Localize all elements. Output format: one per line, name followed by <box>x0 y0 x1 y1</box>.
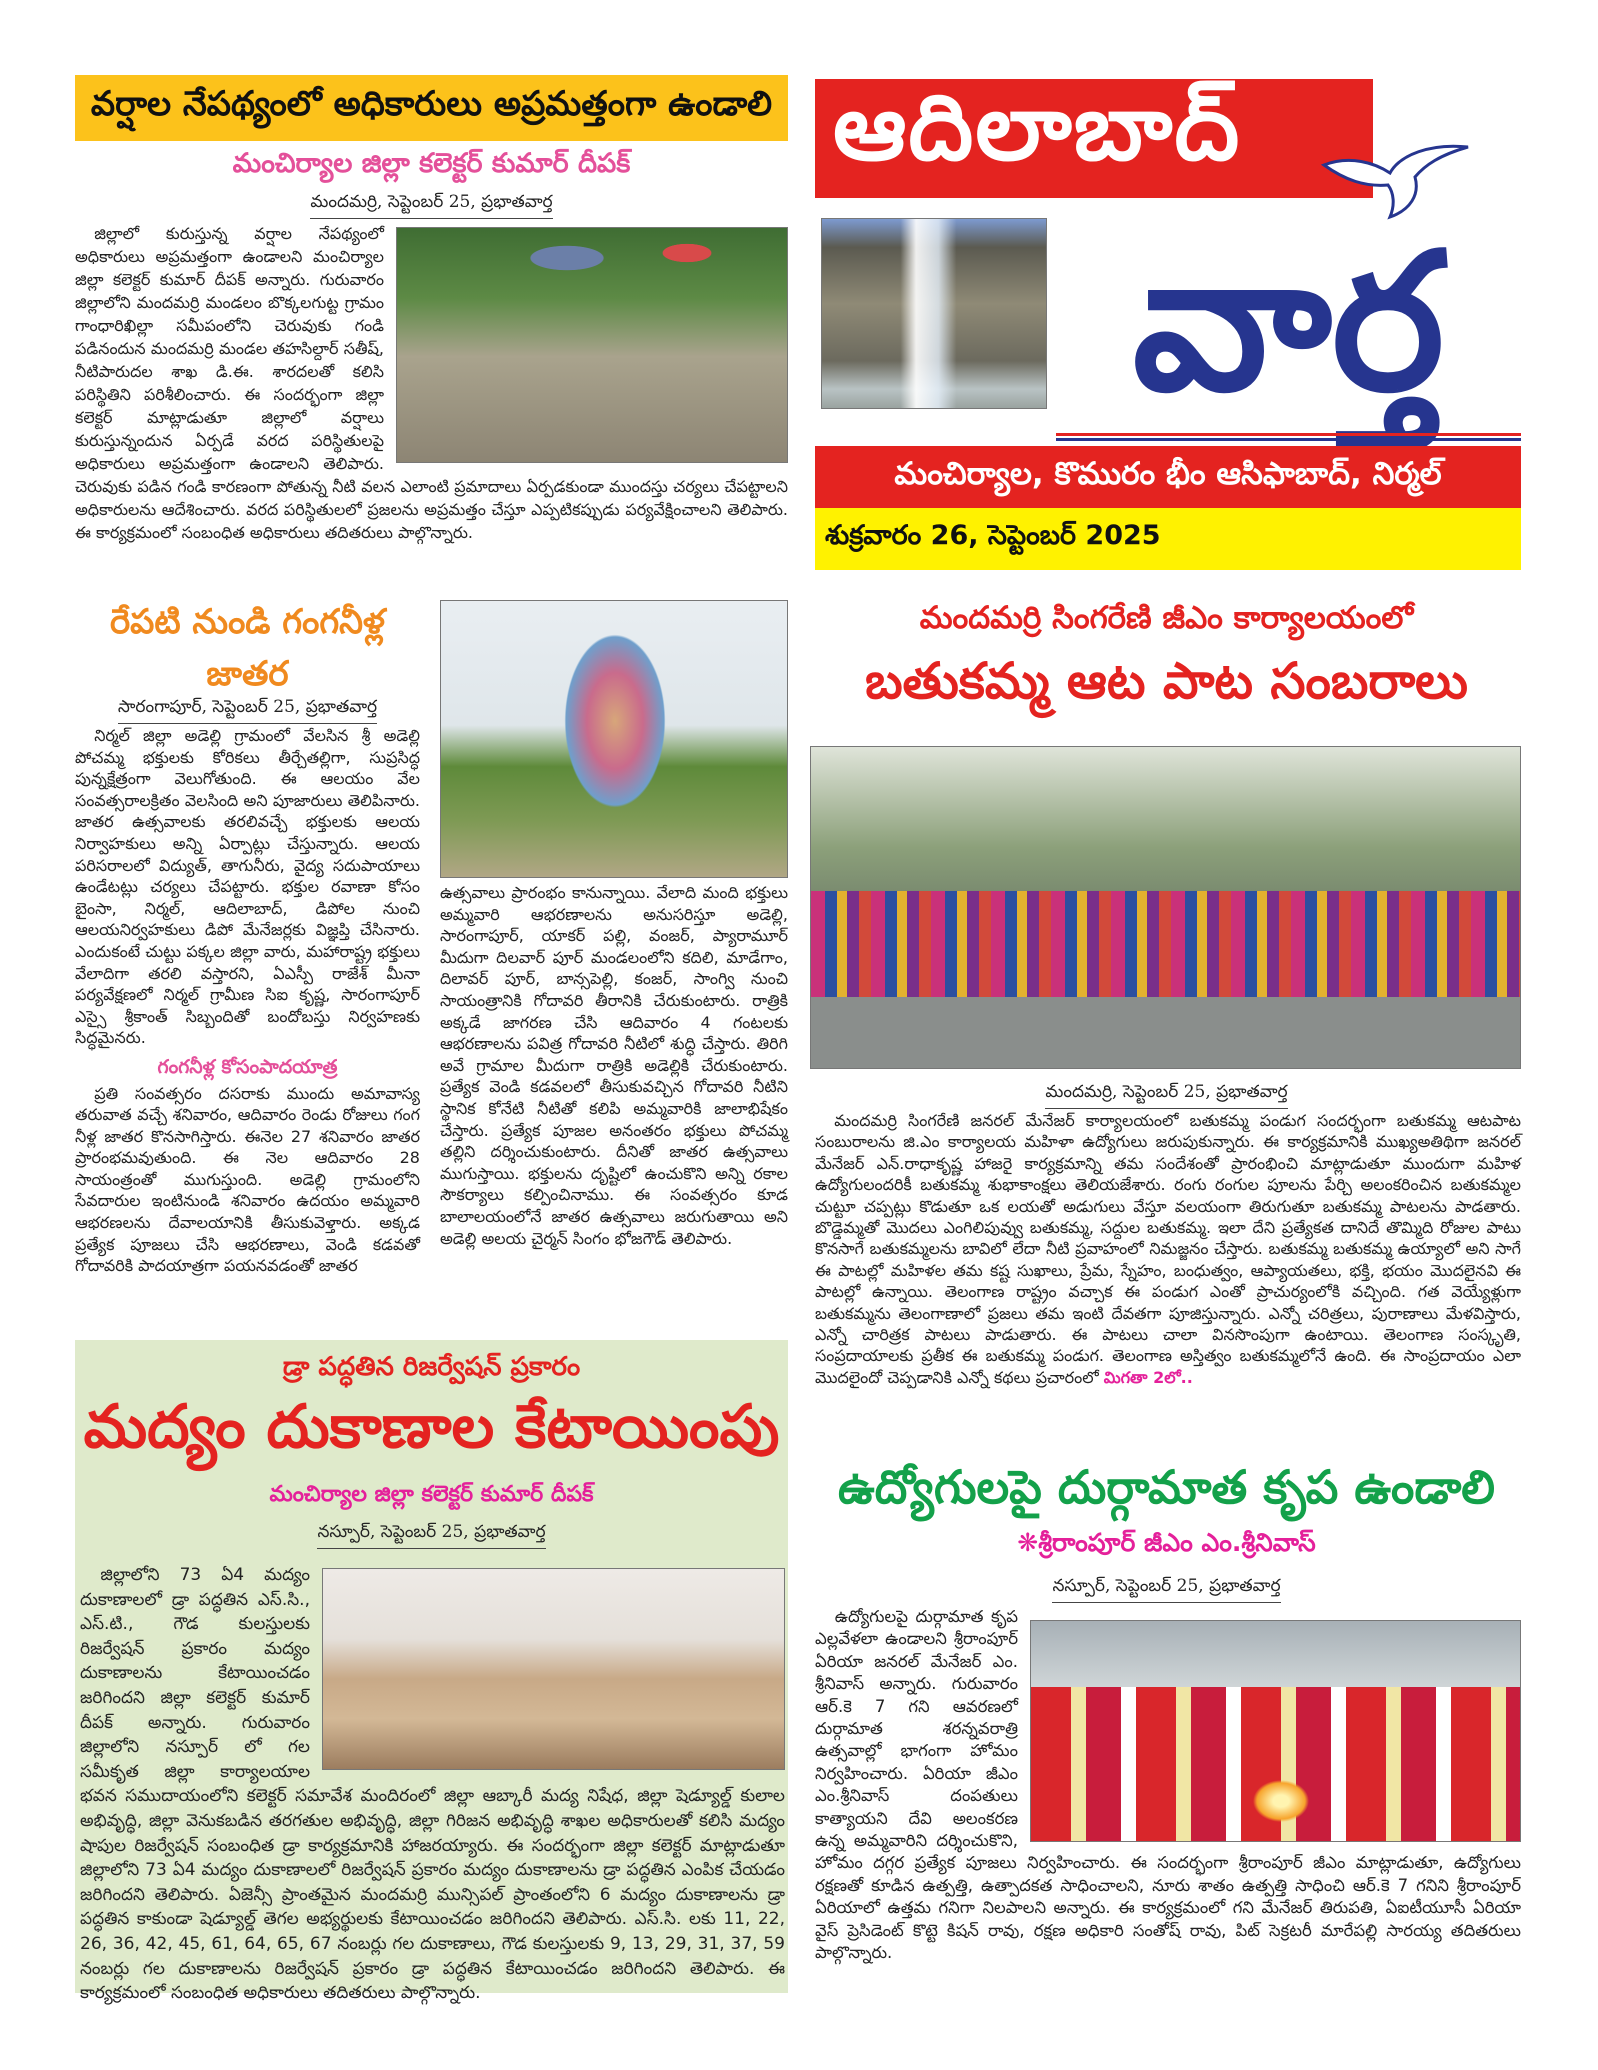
headline <box>75 596 420 700</box>
article-column-2 <box>440 882 788 1249</box>
masthead-title-main: వార్త <box>1132 212 1445 433</box>
waterfall-photo <box>821 218 1047 409</box>
article-paragraph: నిర్మల్ జిల్లా అడెల్లి గ్రామంలో వేలసిన శ్రీ అడెల్లి పోచమ్మ భక్తులకు కోరికలు తీర్చేతల్లిగా, సుప్రసిద్ధ పున్నక్షేత్రంగా వెలుగోతుంది. ఈ ఆలయం వేల సంవత్సరాలక్రితం వెలసింది అని పూజారులు తెలిపినారు. జాతర ఉత్సవాలకు తరలివచ్చే భక్తులకు ఆలయ నిర్వాహకులు అన్ని ఏర్పాట్లు చేస్తున్నారు. ఆలయ పరిసరాలలో విద్యుత్, తాగునీరు, వైద్య సదుపాయాలు ఉండేటట్లు చర్యలు చేపట్టారు. భక్తుల రవాణా కోసం బైంసా, నిర్మల్, ఆదిలాబాద్, డిపోల నుంచి ఆలయనిర్వహకులు డిపో మేనేజర్లకు విజ్ఞప్తి చేసినారు. ఎందుకంటే చుట్టు పక్కల జిల్లా వారు, మహారాష్ట్ర భక్తులు వేలాదిగా తరలి వస్తారని, ఏఎస్పీ రాజేశ్ మీనా పర్యవేక్షణలో నిర్మల్ గ్రామీణ సిఐ కృష్ణ, సారంగాపూర్ ఎస్సై శ్రీకాంత్ సిబ్బందితో బందోబస్తు నిర్వహణకు సిద్ధమైనరు. <box>75 726 420 1048</box>
kicker: మందమర్రి సింగరేణి జీఎం కార్యాలయంలో <box>919 600 1414 636</box>
byline: ❋శ్రీరాంపూర్ జీఎం ఎం.శ్రీనివాస్ <box>1017 1528 1316 1557</box>
dove-logo-icon <box>1320 125 1472 220</box>
article-body <box>75 222 788 544</box>
dateline-wrap <box>75 697 420 724</box>
dateline: నస్పూర్, సెప్టెంబర్ 25, ప్రభాతవార్త <box>317 1522 545 1549</box>
edition-regions <box>815 446 1521 508</box>
edition-date <box>815 508 1521 570</box>
edition-regions-text: మంచిర్యాల, కొమురం భీం ఆసిఫాబాద్, నిర్మల్ <box>894 455 1442 492</box>
article-body <box>80 1563 785 2006</box>
bathukamma-celebration-photo <box>810 746 1521 1069</box>
collector-inspection-photo <box>396 227 788 463</box>
article-paragraph: ఉత్సవాలు ప్రారంభం కానున్నాయి. వేలాది మంది భక్తులు అమ్మవారి ఆభరణాలను అనుసరిస్తూ అడెల్లి, సారంగాపూర్, యాకర్ పల్లి, వంజర్, ప్యారామూర్ మీదుగా దిలవార్ పూర్ మండలంలోని కదిలి, మాడేగాం, దిలావర్ పూర్, బాన్సపెల్లి, కంజర్, సాంగ్వి నుంచి సాయంత్రానికి గోదావరి తీరానికి చేరుకుంటారు. రాత్రికి అక్కడే జాగరణ చేసి ఆదివారం 4 గంటలకు ఆభరణాలను పవిత్ర గోదావరి నీటిలో శుద్ధి చేస్తారు. తిరిగి అవే గ్రామాల మీదుగా రాత్రికి అడెల్లికి చేరుకుంటారు. ప్రత్యేక వెండి కడవలలో తీసుకువచ్చిన గోదావరి నీటిని స్థానిక కోనేటి నీటితో కలిపి అమ్మవారికి జాలాభిషేకం చేస్తారు. ప్రత్యేక పూజల అనంతరం భక్తులు పోచమ్మ తల్లిని దర్శించుకుంటారు. దీనితో జాతర ఉత్సవాలు ముగుస్తాయి. భక్తులను దృష్టిలో ఉంచుకొని అన్ని రకాల సౌకర్యాలు కల్పించినాము. ఈ సంవత్సరం కూడ బాలాలయంలోనే జాతర ఉత్సవాలు జరుగుతాయి అని అడెల్లి అలయ చైర్మన్ సింగం భోజగౌడ్ తెలిపారు. <box>440 883 788 1248</box>
liquor-shop-draw-photo <box>322 1568 785 1770</box>
article-paragraph: ఉద్యోగులపై దుర్గామాత కృప ఎల్లవేళలా ఉండాలని శ్రీరాంపూర్ ఏరియా జనరల్ మేనేజర్ ఎం. శ్రీనివాస్ అన్నారు. గురువారం ఆర్.కె 7 గని ఆవరణలో దుర్గామాత శరన్నవరాత్రి ఉత్సవాల్లో భాగంగా హోమం నిర్వహించారు. ఏరియా జీఎం ఎం.శ్రీనివాస్ దంపతులు కాత్యాయని దేవి అలంకరణ ఉన్న అమ్మవారిని దర్శించుకొని, హోమం దగ్గర ప్రత్యేక పూజలు నిర్వహించారు. ఈ సందర్భంగా శ్రీరాంపూర్ జీఎం మాట్లాడుతూ, ఉద్యోగులు రక్షణతో కూడిన ఉత్పత్తి, ఉత్పాదకత సాధించాలని, నూరు శాతం ఉత్పత్తి సాధించి ఆర్.కె 7 గనిని శ్రీరాంపూర్ ఏరియాలో ఉత్తమ గనిగా నిలపాలని అన్నారు. ఈ కార్యక్రమంలో గని మేనేజర్ తిరుపతి, ఏఐటీయూసీ ఏరియా వైస్ ప్రెసిడెంట్ కొట్టె కిషన్ రావు, రక్షణ అధికారి సంతోష్ రావు, పిట్ సెక్రటరీ మారేపల్లి సారయ్య తదితరులు పాల్గొన్నారు. <box>815 1607 1521 1963</box>
section-subhead: గంగనీళ్ల కోసంపాదయాత్ర <box>157 1055 338 1078</box>
article-paragraph: జిల్లాలోని 73 ఏ4 మద్యం దుకాణాలలో డ్రా పద్ధతిన ఎస్.సి., ఎస్.టి., గౌడ కులస్తులకు రిజర్వేషన్ ప్రకారం మద్యం దుకాణాలను కేటాయించడం జరిగిందని జిల్లా కలెక్టర్ కుమార్ దీపక్ అన్నారు. గురువారం జిల్లాలోని నస్పూర్ లో గల సమీకృత జిల్లా కార్యాలయాల భవన సముదాయంలోని కలెక్టర్ సమావేశ మందిరంలో జిల్లా ఆబ్కారీ మద్య నిషేధ, జిల్లా షెడ్యూల్డ్ కులాల అభివృద్ధి, జిల్లా వెనుకబడిన తరగతుల అభివృద్ధి, జిల్లా గిరిజన అభివృద్ధి శాఖల అధికారులతో కలిసి మద్యం షాపుల రిజర్వేషన్ సంబంధిత డ్రా కార్యక్రమానికి హాజరయ్యారు. ఈ సందర్భంగా జిల్లా కలెక్టర్ మాట్లాడుతూ జిల్లాలోని 73 ఏ4 మద్యం దుకాణాలలో రిజర్వేషన్ ప్రకారం మద్యం దుకాణాలను డ్రా పద్ధతిన ఎంపిక చేయడం జరిగిందని తెలిపారు. ఏజెన్సీ ప్రాంతమైన మందమర్రి మున్సిపల్ ప్రాంతంలోని 6 మద్యం దుకాణాలను డ్రా పద్ధతిన కాకుండా షెడ్యూల్డ్ తెగల అభ్యర్థులకు కేటాయించడం జరిగిందని తెలిపారు. ఎస్.సి. లకు 11, 22, 26, 36, 42, 45, 61, 64, 65, 67 నంబర్లు గల దుకాణాలు, గౌడ కులస్తులకు 9, 13, 29, 31, 37, 59 నంబర్లు గల దుకాణాలను రిజర్వేషన్ ప్రకారం డ్రా పద్ధతిన కేటాయించడం జరిగిందని తెలిపారు. ఈ కార్యక్రమంలో సంబంధిత అధికారులు తదితరులు పాల్గొన్నారు. <box>80 1565 785 2004</box>
headline-banner <box>75 75 788 141</box>
byline: మంచిర్యాల జిల్లా కలెక్టర్ కుమార్ దీపక్ <box>269 1482 594 1507</box>
dateline-wrap <box>75 192 788 219</box>
photo-roof <box>1031 1621 1520 1687</box>
article-paragraph: మందమర్రి సింగరేణి జనరల్ మేనేజర్ కార్యాలయంలో బతుకమ్మ పండుగ సందర్భంగా బతుకమ్మ ఆటపాట సంబురాలను జి.ఎం కార్యాలయ మహిళా ఉద్యోగులు జరుపుకున్నారు. ఈ కార్యక్రమానికి ముఖ్యఅతిథిగా జనరల్ మేనేజర్ ఎన్.రాధాకృష్ణ హాజరై కార్యక్రమాన్ని తమ సందేశంతో ప్రారంభించి మాట్లాడుతూ ముందుగా మహిళ ఉద్యోగులందరికీ బతుకమ్మ శుభాకాంక్షలు తెలియజేశారు. రంగు రంగుల పూలను పేర్చి అలంకరించిన బతుకమ్మల చుట్టూ చప్పట్లు కొడుతూ ఒక లయతో అడుగులు వేస్తూ వలయంగా తిరుగుతూ బతుకమ్మ పాటలను పాడతారు. బొడ్డెమ్మతో మొదలు ఎంగిలిపువ్వు బతుకమ్మ, సద్దుల బతుకమ్మ. ఇలా దేని ప్రత్యేకత దానిదే తొమ్మిది రోజుల పాటు కొనసాగే బతుకమ్మలను బావిలో లేదా నీటి ప్రవాహంలో నిమజ్జనం చేస్తారు. బతుకమ్మ బతుకమ్మ ఉయ్యాలో అని సాగే ఈ పాటల్లో మహిళల తమ కష్ట సుఖాలు, ప్రేమ, స్నేహం, బంధుత్వం, ఆప్యాయతలు, భక్తి, భయం మొదలైనవి ఈ పాటల్లో ఉన్నాయి. తెలంగాణ రాష్ట్రం వచ్చాక ఈ పండుగ ఎంతో ప్రాచుర్యంలోకి వచ్చింది. గత వెయ్యేళ్లుగా బతుకమ్మను తెలంగాణాలో ప్రజలు తమ ఇంటి దేవతగా పూజిస్తున్నారు. ఎన్నో చరిత్రలు, పురాణాలు మేళవిస్తారు, ఎన్నో చారిత్రక పాటలు పాడుతారు. ఈ పాటలు చాలా వినసొంపుగా ఉంటాయి. తెలంగాణ సంస్కృతి, సంప్రదాయాలకు ప్రతీక ఈ బతుకమ్మ పండుగ. తెలంగాణ అస్తిత్వం బతుకమ్మలోనే ఉంది. ఈ సాంప్రదాయం ఎలా మొదలైందో చెప్పడానికి ఎన్నో కథలు ప్రచారంలో <box>815 1111 1521 1387</box>
headline: ఉద్యోగులపై దుర్గామాత కృప ఉండాలి <box>838 1460 1495 1514</box>
headline-text: వర్షాల నేపథ్యంలో అధికారులు అప్రమత్తంగా ఉండాలి <box>90 84 773 124</box>
durga-homam-photo <box>1030 1620 1521 1842</box>
divider <box>1056 433 1521 436</box>
dateline-wrap <box>812 1082 1521 1109</box>
kicker: డ్రా పద్ధతిన రిజర్వేషన్ ప్రకారం <box>282 1352 581 1382</box>
dateline: మందమర్రి, సెప్టెంబర్ 25, ప్రభాతవార్త <box>1045 1082 1287 1109</box>
photo-background <box>811 747 1520 891</box>
divider <box>1056 438 1521 441</box>
subheadline: మంచిర్యాల జిల్లా కలెక్టర్ కుమార్ దీపక్ <box>232 148 631 179</box>
temple-photo <box>440 600 788 878</box>
dateline-wrap <box>812 1576 1521 1603</box>
article-body <box>815 1110 1521 1388</box>
dateline: మందమర్రి, సెప్టెంబర్ 25, ప్రభాతవార్త <box>310 192 552 219</box>
photo-floor <box>811 997 1520 1068</box>
dateline: సారంగాపూర్, సెప్టెంబర్ 25, ప్రభాతవార్త <box>118 697 377 724</box>
headline: బతుకమ్మ ఆట పాట సంబరాలు <box>865 652 1468 710</box>
continued-link[interactable]: మిగతా 2లో.. <box>1103 1367 1193 1387</box>
dateline: నస్పూర్, సెప్టెంబర్ 25, ప్రభాతవార్త <box>1052 1576 1280 1603</box>
article-paragraph: జిల్లాలో కురుస్తున్న వర్షాల నేపథ్యంలో అధికారులు అప్రమత్తంగా ఉండాలని మంచిర్యాల జిల్లా కలెక్టర్ కుమార్ దీపక్ అన్నారు. గురువారం జిల్లాలోని మందమర్రి మండలం బొక్కలగుట్ట గ్రామం గాంధారిఖిల్లా సమీపంలోని చెరువుకు గండి పడినందున మందమర్రి మండల తహసిల్దార్ సతీష్, నీటిపారుదల శాఖ డి.ఈ. శారదలతో కలిసి పరిస్థితిని పరిశీలించారు. ఈ సందర్భంగా జిల్లా కలెక్టర్ మాట్లాడుతూ జిల్లాలో వర్షాలు కురుస్తున్నందున ఏర్పడే వరద పరిస్థితులపై అధికారులు అప్రమత్తంగా ఉండాలని తెలిపారు. చెరువుకు పడిన గండి కారణంగా పోతున్న నీటి వలన ఎలాంటి ప్రమాదాలు ఏర్పడకుండా ముందస్తు చర్యలు చేపట్టాలని అధికారులను ఆదేశించారు. వరద పరిస్థితులలో ప్రజలను అప్రమత్తం చేస్తూ ఎప్పటికప్పుడు పర్యవేక్షించాలని తెలిపారు. ఈ కార్యక్రమంలో సంబంధిత అధికారులు తదితరులు పాల్గొన్నారు. <box>75 224 788 542</box>
masthead-title-top <box>815 73 1373 198</box>
article-paragraph: ప్రతి సంవత్సరం దసరాకు ముందు అమావాస్య తరువాత వచ్చే శనివారం, ఆదివారం రెండు రోజులు గంగ నీళ్ల జాతర కొనసాగిస్తారు. ఈనెల 27 శనివారం జాతర ప్రారంభమవుతుంది. ఈ నెల ఆదివారం 28 సాయంత్రంతో ముగుస్తుంది. అడెల్లి గ్రామంలోని సేవదారుల ఇంటినుండి శనివారం ఉదయం అమ్మవారి ఆభరణలను దేవాలయానికి తీసుకువెళ్తారు. అక్కడ ప్రత్యేక పూజలు చేసి ఆభరణాలు, వెండి కడవతో గోదావరికి పాదయాత్రగా పయనవడంతో జాతర <box>75 1083 420 1276</box>
headline-line-1: రేపటి నుండి గంగనీళ్ల <box>110 602 385 642</box>
article-column-1 <box>75 725 420 1277</box>
edition-date-text: శుక్రవారం 26, సెప్టెంబర్ 2025 <box>825 520 1161 551</box>
headline: మద్యం దుకాణాల కేటాయింపు <box>83 1392 780 1462</box>
headline-line-2: జాతర <box>206 654 289 694</box>
article-body <box>815 1606 1521 1965</box>
masthead-title-top-text: ఆదిలాబాద్ <box>833 73 1242 181</box>
dateline-wrap <box>75 1522 788 1549</box>
